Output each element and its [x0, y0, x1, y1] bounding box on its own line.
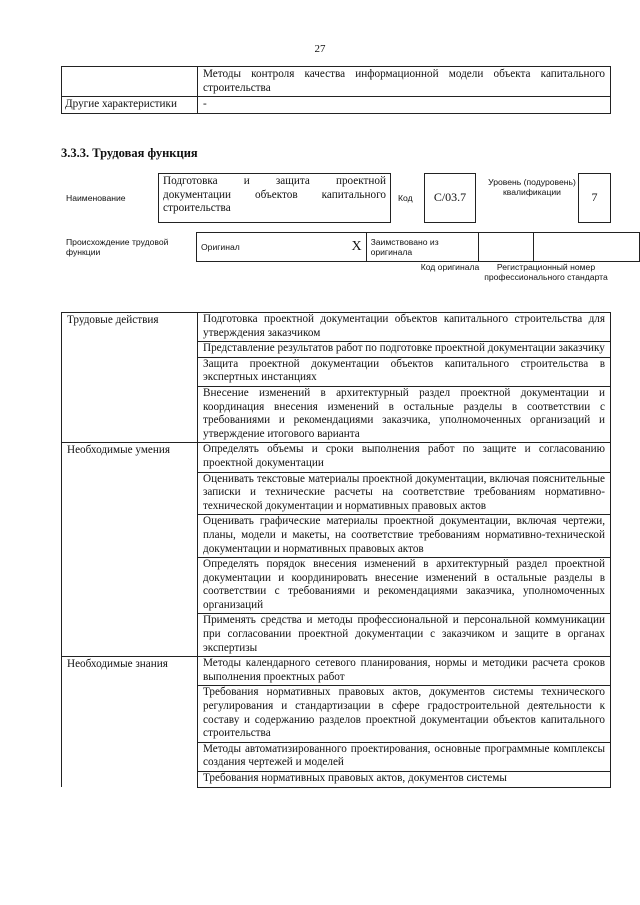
table-row: [62, 472, 611, 515]
group-item: Подготовка проектной документации объектов капитального строительства для утверждения заказчиком: [198, 313, 611, 342]
origin-label: Происхождение трудовой функции: [66, 237, 169, 257]
original-mark-cell: [284, 233, 366, 262]
original-code-cell: [478, 233, 533, 262]
table-row: [62, 357, 611, 386]
page-number: 27: [314, 43, 326, 55]
group-item: Определять порядок внесения изменений в архитектурный раздел проектной документации и координировать внесение изменений в остальные разделы в соответствии с требованиями и рекомендациями заказчика, уполномоченных организаций: [198, 558, 611, 614]
continuation-table: [61, 66, 611, 114]
group-label: Трудовые действия: [62, 313, 198, 342]
group-label: Необходимые умения: [62, 443, 198, 472]
table-row: [62, 558, 611, 614]
table-row: [62, 342, 611, 358]
table-row: [62, 686, 611, 742]
group-item: Оценивать графические материалы проектной документации, включая чертежи, планы, модели и макеты, на соответствие требованиям нормативно-технической документации и нормативных правовых актов: [198, 515, 611, 558]
group-item: Требования нормативных правовых актов, документов системы технического регулирования и стандартизации в сфере градостроительной деятельности к составу и содержанию разделов проектной документации объектов капитального строительства: [198, 686, 611, 742]
table-row: [62, 614, 611, 657]
table-row: [62, 67, 611, 97]
qualification-level: 7: [578, 173, 611, 223]
name-label: Наименование: [66, 193, 126, 203]
group-item: Оценивать текстовые материалы проектной документации, включая пояснительные записки и технические расчеты на соответствие требованиям нормативно-технической документации и нормативных правовых актов: [198, 472, 611, 515]
group-item: Определять объемы и сроки выполнения работ по защите и согласованию проектной документации: [198, 443, 611, 472]
table-row: [62, 515, 611, 558]
table-row: [62, 313, 611, 342]
group-item: Требования нормативных правовых актов, документов системы: [198, 772, 611, 788]
group-item: Применять средства и методы профессиональной и персональной коммуникации при согласовании проектной документации с заказчиком и защите в органах экспертизы: [198, 614, 611, 657]
group-item: Защита проектной документации объектов капитального строительства в экспертных инстанциях: [198, 357, 611, 386]
table-row: [62, 97, 611, 114]
table-row: [62, 742, 611, 771]
section-title: 3.3.3. Трудовая функция: [61, 146, 198, 160]
row-label: Другие характеристики: [62, 97, 198, 114]
row-value: Методы контроля качества информационной модели объекта капитального строительства: [198, 67, 611, 97]
group-label: Необходимые знания: [62, 657, 198, 686]
group-item: Методы календарного сетевого планирования, нормы и методики расчета сроков выполнения проектных работ: [198, 657, 611, 686]
origin-table: [196, 232, 640, 262]
function-code: С/03.7: [424, 173, 476, 223]
original-label: Оригинал: [201, 242, 240, 252]
table-row: [62, 386, 611, 442]
table-row: [62, 772, 611, 788]
function-details-table: [61, 312, 611, 788]
table-row: [62, 657, 611, 686]
group-item: Методы автоматизированного проектирования, основные программные комплексы создания чертежей и моделей: [198, 742, 611, 771]
function-name: Подготовка и защита проектной документации объектов капитального строительства: [158, 173, 391, 223]
reg-number-caption: Регистрационный номер профессионального стандарта: [484, 262, 608, 282]
reg-number-cell: [533, 233, 639, 262]
group-item: Представление результатов работ по подготовке проектной документации заказчику: [198, 342, 611, 358]
original-code-caption: Код оригинала: [420, 262, 480, 272]
code-label: Код: [398, 193, 413, 203]
original-mark: X: [351, 239, 362, 255]
group-item: Внесение изменений в архитектурный раздел проектной документации и координация внесения изменений в остальные разделы в соответствии с требованиями и рекомендациями заказчика, уполномоченных организаций и утверждение итогового варианта: [198, 386, 611, 442]
original-cell: [197, 233, 285, 262]
level-label: Уровень (подуровень) квалификации: [488, 177, 576, 197]
row-label: [62, 67, 198, 97]
row-value: -: [198, 97, 611, 114]
table-row: [62, 443, 611, 472]
borrowed-label: Заимствовано из оригинала: [366, 233, 478, 262]
